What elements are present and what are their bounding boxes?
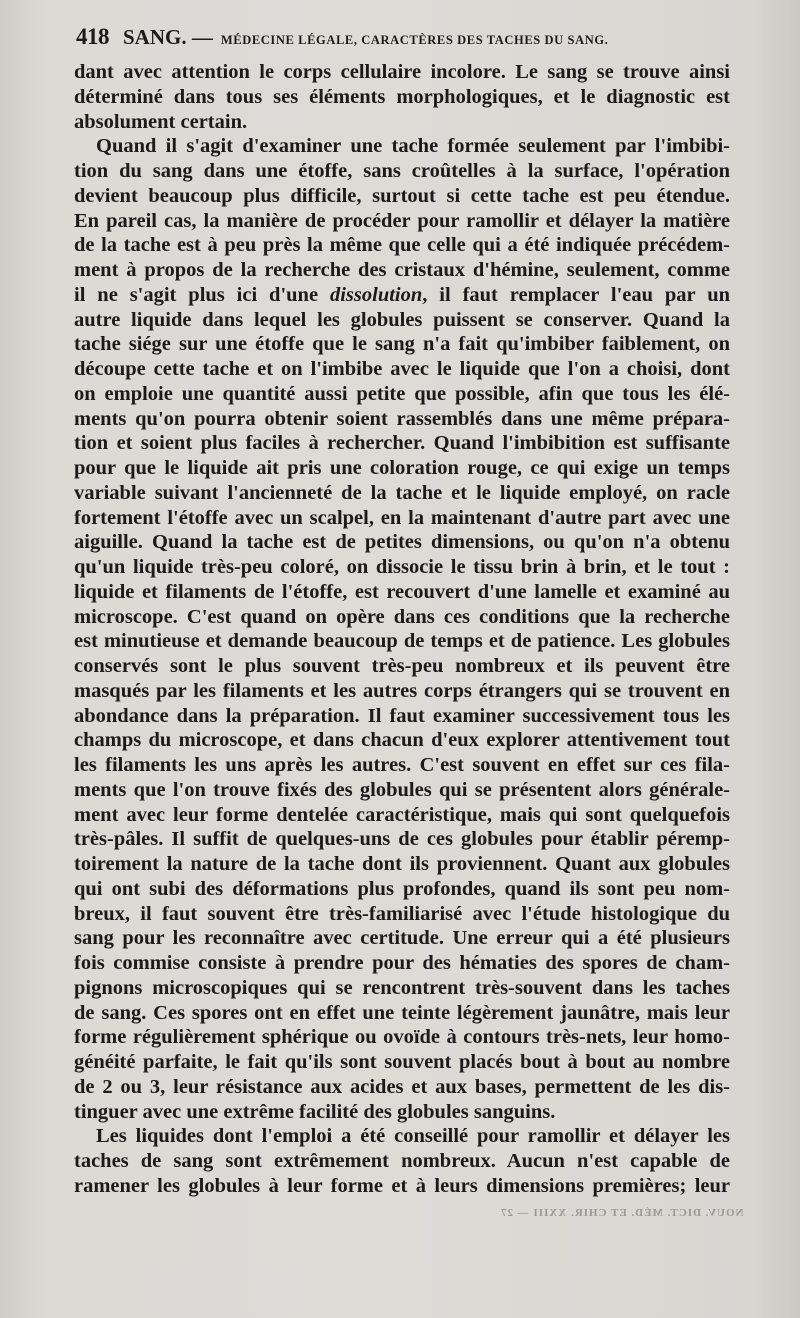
text-line: En pareil cas, la manière de procéder pour ramollir et délayer la matière bbox=[74, 209, 730, 232]
text-line: de 2 ou 3, leur résistance aux acides et aux bases, permettent de les dis- bbox=[74, 1075, 730, 1098]
text-line: qu'un liquide très-peu coloré, on dissocie le tissu brin à brin, et le tout : bbox=[74, 556, 730, 578]
text-line: très-pâles. Il suffit de quelques-uns de ces globules pour établir péremp- bbox=[74, 828, 730, 851]
text-line: devient beaucoup plus difficile, surtout si cette tache est peu étendue. bbox=[74, 184, 730, 207]
text-line: masqués par les filaments et les autres corps étrangers qui se trouvent en bbox=[74, 679, 730, 702]
text-line: tion et soient plus faciles à rechercher. Quand l'imbibition est suffisante bbox=[74, 432, 730, 455]
text-line: ments qu'on pourra obtenir soient rassemblés dans une même prépara- bbox=[74, 407, 730, 430]
text-line: ment à propos de la recherche des cristaux d'hémine, seulement, comme bbox=[74, 259, 730, 281]
text-line: ramener les globules à leur forme et à leurs dimensions premières; leur bbox=[74, 1174, 730, 1197]
text-line: tion du sang dans une étoffe, sans croûtelles à la surface, l'opération bbox=[74, 160, 730, 182]
text-line: conservés sont le plus souvent très-peu nombreux et ils peuvent être bbox=[74, 655, 730, 677]
text-line: taches de sang sont extrêmement nombreux. Aucun n'est capable de bbox=[74, 1150, 730, 1172]
text-line: variable suivant l'ancienneté de la tache et le liquide employé, on racle bbox=[74, 481, 730, 504]
running-head-subtitle: MÉDECINE LÉGALE, CARACTÈRES DES TACHES DU SANG. bbox=[220, 33, 609, 47]
text-line: découpe cette tache et on l'imbibe avec le liquide que l'on a choisi, dont bbox=[74, 358, 730, 380]
text-line: fortement l'étoffe avec un scalpel, en la maintenant d'autre part avec une bbox=[74, 506, 730, 529]
text-line: pignons microscopiques qui se rencontrent très-souvent dans les taches bbox=[74, 976, 730, 999]
text-line: champs du microscope, et dans chacun d'eux explorer attentivement tout bbox=[74, 729, 730, 752]
text-line: de sang. Ces spores ont en effet une teinte légèrement jaunâtre, mais leur bbox=[74, 1001, 730, 1024]
text-line: on emploie une quantité aussi petite que possible, afin que tous les élé- bbox=[74, 382, 730, 405]
text-line: tinguer avec une extrême facilité des globules sanguins. bbox=[74, 1100, 556, 1123]
text-line: autre liquide dans lequel les globules puissent se conserver. Quand la bbox=[74, 308, 730, 331]
text-line: tache siége sur une étoffe que le sang n'a fait qu'imbiber faiblement, on bbox=[74, 333, 730, 356]
text-line: ment avec leur forme dentelée caractéristique, mais qui sont quelquefois bbox=[74, 803, 730, 826]
text-line: est minutieuse et demande beaucoup de temps et de patience. Les globules bbox=[74, 630, 730, 653]
text-line: liquide et filaments de l'étoffe, est recouvert d'une lamelle et examiné au bbox=[74, 580, 730, 603]
text-line: microscope. C'est quand on opère dans ces conditions que la recherche bbox=[74, 605, 730, 628]
text-line: qui ont subi des déformations plus profondes, quand ils sont peu nom- bbox=[74, 877, 730, 900]
page-number: 418 bbox=[76, 24, 109, 49]
text-line: abondance dans la préparation. Il faut examiner successivement tous les bbox=[74, 704, 730, 727]
text-line: sang pour les reconnaître avec certitude. Une erreur qui a été plusieurs bbox=[74, 927, 730, 950]
page-header bbox=[76, 24, 736, 60]
text-line: forme régulièrement sphérique ou ovoïde à contours très-nets, leur homo- bbox=[74, 1026, 730, 1049]
text-line: breux, il faut souvent être très-familiarisé avec l'étude histologique du bbox=[74, 902, 730, 925]
text-line: aiguille. Quand la tache est de petites dimensions, ou qu'on n'a obtenu bbox=[74, 531, 730, 554]
text-line: les filaments les uns après les autres. C'est souvent en effet sur ces fila- bbox=[74, 754, 730, 776]
text-line: pour que le liquide ait pris une coloration rouge, ce qui exige un temps bbox=[74, 457, 730, 479]
text-line: toirement la nature de la tache dont ils proviennent. Quant aux globules bbox=[74, 853, 730, 875]
text-line: absolument certain. bbox=[74, 110, 248, 133]
text-line: il ne s'agit plus ici d'une dissolution, il faut remplacer l'eau par un bbox=[74, 283, 730, 306]
running-head-title: SANG. — bbox=[123, 25, 213, 49]
text-line: de la tache est à peu près la même que celle qui a été indiquée précédem- bbox=[74, 234, 730, 257]
text-line: déterminé dans tous ses éléments morphologiques, et le diagnostic est bbox=[74, 85, 730, 108]
bleed-through-signature: NOUV. DICT. MÉD. ET CHIR. XXIII — 27 bbox=[500, 1207, 744, 1219]
text-line: Quand il s'agit d'examiner une tache formée seulement par l'imbibi- bbox=[96, 135, 730, 158]
text-line: fois commise consiste à prendre pour des hématies des spores de cham- bbox=[74, 952, 730, 974]
italic-term: dissolution bbox=[329, 283, 423, 306]
text-line: ments que l'on trouve fixés des globules qui se présentent alors générale- bbox=[74, 778, 730, 801]
text-line: Les liquides dont l'emploi a été conseillé pour ramollir et délayer les bbox=[96, 1125, 730, 1148]
body-text bbox=[74, 60, 730, 1199]
text-line: généité parfaite, le fait qu'ils sont souvent placés bout à bout au nombre bbox=[74, 1051, 730, 1073]
text-line: dant avec attention le corps cellulaire incolore. Le sang se trouve ainsi bbox=[74, 61, 730, 83]
